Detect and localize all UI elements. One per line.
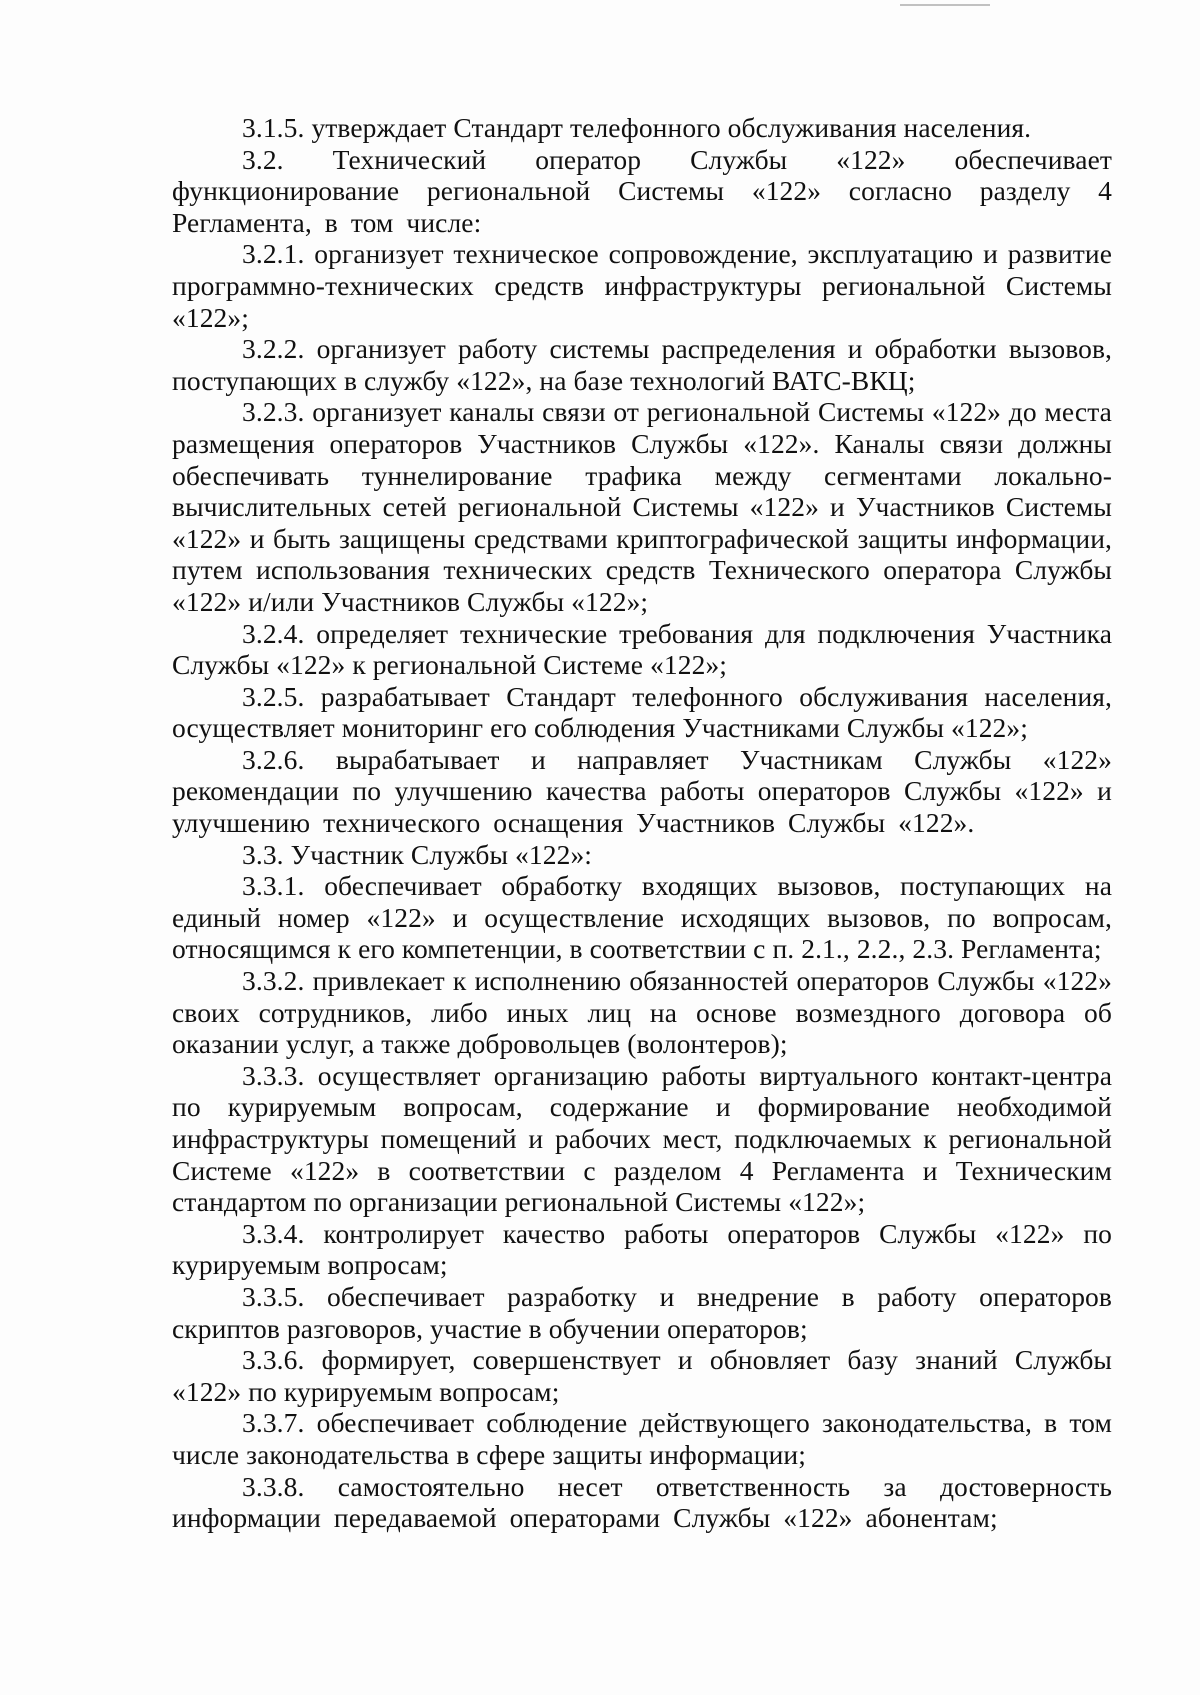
paragraph-3-3-2: 3.3.2. привлекает к исполнению обязанностей операторов Службы «122» своих сотрудников, либо иных лиц на основе возмездного договора об оказании услуг, а также добровольцев (волонтеров); <box>172 965 1112 1060</box>
paragraph-3-2-2: 3.2.2. организует работу системы распределения и обработки вызовов, поступающих в службу «122», на базе технологий ВАТС-ВКЦ; <box>172 333 1112 396</box>
paragraph-3-2-1: 3.2.1. организует техническое сопровождение, эксплуатацию и развитие программно-технических средств инфраструктуры региональной Системы «122»; <box>172 238 1112 333</box>
paragraph-3-2-4: 3.2.4. определяет технические требования для подключения Участника Службы «122» к региональной Системе «122»; <box>172 617 1112 681</box>
scan-artifact <box>900 0 990 6</box>
paragraph-3-3-7: 3.3.7. обеспечивает соблюдение действующего законодательства, в том числе законодательства в сфере защиты информации; <box>172 1407 1112 1470</box>
paragraph-3-3-1: 3.3.1. обеспечивает обработку входящих вызовов, поступающих на единый номер «122» и осуществление исходящих вызовов, по вопросам, относящимся к его компетенции, в соответствии с п. 2.1., 2.2., 2.3. Регламента; <box>172 870 1112 965</box>
paragraph-3-3-3: 3.3.3. осуществляет организацию работы виртуального контакт-центра по курируемым вопросам, содержание и формирование необходимой инфраструктуры помещений и рабочих мест, подключаемых к региональной Системе «122» в соответствии с разделом 4 Регламента и Техническим стандартом по организации региональной Системы «122»; <box>172 1059 1112 1218</box>
paragraph-3-3: 3.3. Участник Службы «122»: <box>242 838 593 870</box>
paragraph-3-3-8: 3.3.8. самостоятельно несет ответственность за достоверность информации передаваемой операторами Службы «122» абонентам; <box>172 1470 1112 1534</box>
paragraph-3-2-6: 3.2.6. вырабатывает и направляет Участникам Службы «122» рекомендации по улучшению качества работы операторов Службы «122» и улучшению технического оснащения Участников Службы «122». <box>172 743 1112 839</box>
document-body <box>172 112 1112 1534</box>
paragraph-3-1-5: 3.1.5. утверждает Стандарт телефонного обслуживания населения. <box>242 112 1032 143</box>
paragraph-3-3-5: 3.3.5. обеспечивает разработку и внедрение в работу операторов скриптов разговоров, участие в обучении операторов; <box>172 1280 1112 1344</box>
paragraph-3-3-6: 3.3.6. формирует, совершенствует и обновляет базу знаний Службы «122» по курируемым вопросам; <box>172 1344 1112 1407</box>
paragraph-3-2-5: 3.2.5. разрабатывает Стандарт телефонного обслуживания населения, осуществляет мониторинг его соблюдения Участниками Службы «122»; <box>172 680 1112 744</box>
paragraph-3-3-4: 3.3.4. контролирует качество работы операторов Службы «122» по курируемым вопросам; <box>172 1217 1112 1281</box>
paragraph-3-2: 3.2. Технический оператор Службы «122» обеспечивает функционирование региональной Системы «122» согласно разделу 4 Регламента, в том числе: <box>172 143 1112 238</box>
paragraph-3-2-3: 3.2.3. организует каналы связи от региональной Системы «122» до места размещения операторов Участников Службы «122». Каналы связи должны обеспечивать туннелирование трафика между сегментами локально-вычислительных сетей региональной Системы «122» и Участников Системы «122» и быть защищены средствами криптографической защиты информации, путем использования технических средств Технического оператора Службы «122» и/или Участников Службы «122»; <box>172 396 1112 617</box>
